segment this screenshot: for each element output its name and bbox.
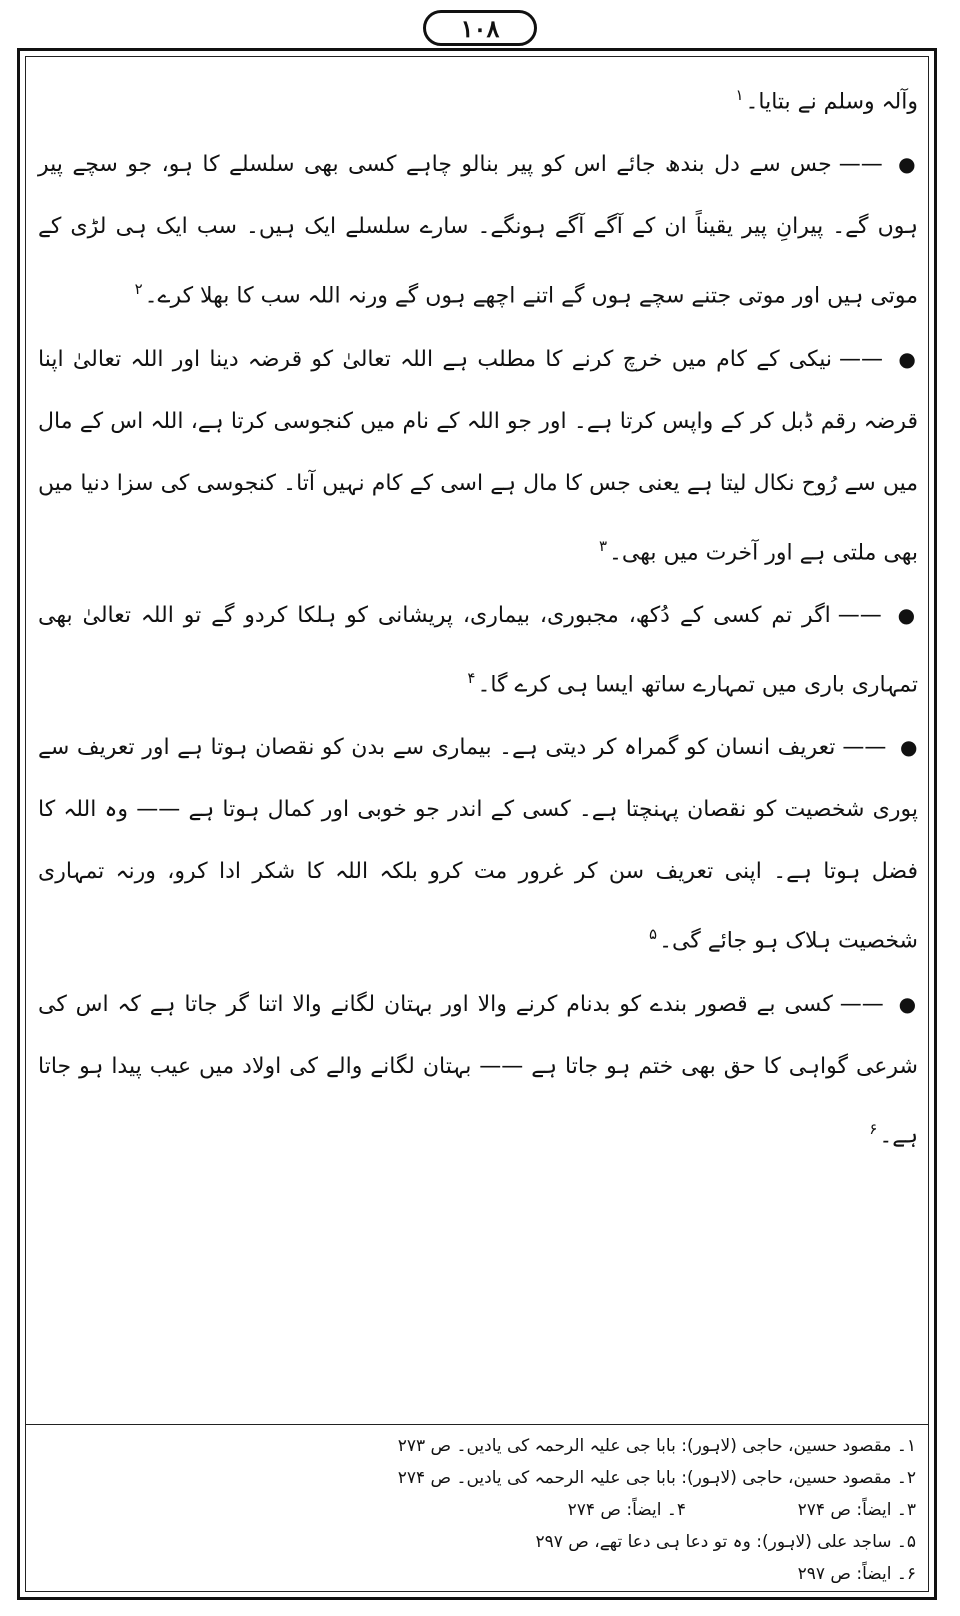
bullet-icon: ● (898, 152, 919, 177)
footnote-reference: ۴ (467, 668, 476, 687)
paragraph-item (38, 716, 918, 972)
footnote-reference: ۵ (649, 925, 658, 944)
footnote-reference: ۶ (869, 1119, 878, 1138)
bullet-icon: ● (898, 991, 919, 1016)
paragraph-text: —— نیکی کے کام میں خرچ کرنے کا مطلب ہے اللہ تعالیٰ کو قرضہ دینا اور اللہ تعالیٰ اپنا قرضہ رقم ڈبل کر کے واپس کرتا ہے۔ اور جو اللہ کے نام میں کنجوسی کرتا ہے، اللہ اس کے مال میں سے رُوح نکال لیتا ہے یعنی جس کا مال ہے اسی کے کام نہیں آتا۔ کنجوسی کی سزا دنیا میں بھی ملتی ہے اور آخرت میں بھی۔ (38, 346, 918, 565)
paragraph-item (38, 328, 918, 584)
bullet-icon: ● (898, 346, 919, 371)
footnote-5: ۵۔ ساجد علی (لاہور): وہ تو دعا ہی دعا تھے، ص ۲۹۷ (535, 1532, 916, 1552)
footnote-6: ۶۔ ایضاً: ص ۲۹۷ (797, 1564, 916, 1584)
paragraph-text: —— تعریف انسان کو گمراہ کر دیتی ہے۔ بیماری سے بدن کو نقصان ہوتا ہے اور تعریف سے پوری شخصیت کو نقصان پہنچتا ہے۔ کسی کے اندر جو خوبی اور کمال ہوتا ہے —— وہ اللہ کا فضل ہوتا ہے۔ اپنی تعریف سن کر غرور مت کرو بلکہ اللہ کا شکر ادا کرو، ورنہ تمہاری شخصیت ہلاک ہو جائے گی۔ (38, 735, 918, 954)
footnote-reference: ۲ (134, 280, 143, 299)
paragraph-item (38, 584, 918, 716)
footnote-2: ۲۔ مقصود حسین، حاجی (لاہور): بابا جی علیہ الرحمہ کی یادیں۔ ص ۲۷۴ (397, 1468, 916, 1488)
paragraph-text: —— اگر تم کسی کے دُکھ، مجبوری، بیماری، پریشانی کو ہلکا کردو گے تو اللہ تعالیٰ بھی تمہاری باری میں تمہارے ساتھ ایسا ہی کرے گا۔ (38, 602, 918, 698)
paragraph-continuation (38, 64, 918, 133)
paragraph-text: وآلہ وسلم نے بتایا۔ (745, 89, 918, 115)
paragraph-item (38, 133, 918, 327)
paragraph-item (38, 973, 918, 1167)
footnote-row-3-4 (40, 1494, 916, 1526)
footnotes-section (40, 1430, 916, 1590)
page-number: ۱۰۸ (423, 10, 537, 46)
footnote-3: ۳۔ ایضاً: ص ۲۷۴ (797, 1500, 916, 1520)
page-number-container (0, 10, 960, 50)
bullet-icon: ● (897, 602, 919, 627)
paragraph-text: —— جس سے دل بندھ جائے اس کو پیر بنالو چاہے کسی بھی سلسلے کا ہو، جو سچے پیر ہوں گے۔ پیرانِ پیر یقیناً ان کے آگے آگے ہونگے۔ سارے سلسلے ایک ہیں۔ سب ایک ہی لڑی کے موتی ہیں اور موتی جتنے سچے ہوں گے اتنے اچھے ہوں گے ورنہ اللہ سب کا بھلا کرے۔ (38, 152, 918, 309)
footnote-4: ۴۔ ایضاً: ص ۲۷۴ (567, 1500, 686, 1520)
footnote-reference: ۳ (598, 536, 608, 555)
footnote-divider (25, 1424, 929, 1425)
main-text-body (38, 64, 918, 1406)
bullet-icon: ● (899, 735, 919, 760)
footnote-reference: ۱ (735, 86, 744, 104)
footnote-1: ۱۔ مقصود حسین، حاجی (لاہور): بابا جی علیہ الرحمہ کی یادیں۔ ص ۲۷۳ (397, 1436, 916, 1456)
paragraph-text: —— کسی بے قصور بندے کو بدنام کرنے والا اور بہتان لگانے والا اتنا گر جاتا ہے کہ اس کی شرعی گواہی کا حق بھی ختم ہو جاتا ہے —— بہتان لگانے والے کی اولاد میں عیب پیدا ہو جاتا ہے۔ (38, 991, 918, 1148)
